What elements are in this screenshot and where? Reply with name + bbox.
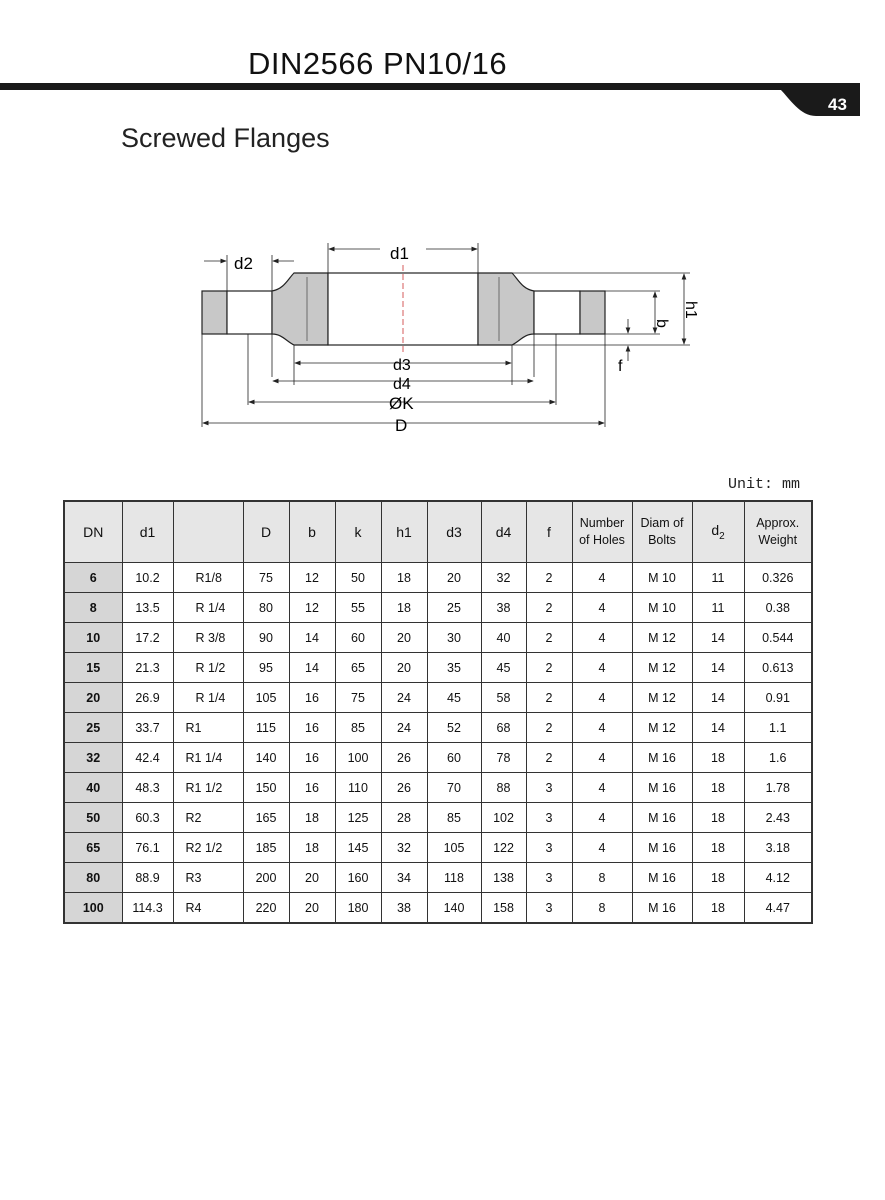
cell-weight: 0.91 bbox=[744, 683, 812, 713]
cell-d2: 18 bbox=[692, 743, 744, 773]
cell-f: 2 bbox=[526, 593, 572, 623]
cell-weight: 4.12 bbox=[744, 863, 812, 893]
cell-weight: 1.78 bbox=[744, 773, 812, 803]
left-flange-plate bbox=[202, 291, 227, 334]
cell-dn: 100 bbox=[64, 893, 122, 924]
cell-thread: R1/8 bbox=[173, 563, 243, 593]
cell-h1: 24 bbox=[381, 683, 427, 713]
table-row bbox=[64, 833, 812, 863]
cell-bolts: M 10 bbox=[632, 593, 692, 623]
cell-dn: 25 bbox=[64, 713, 122, 743]
cell-weight: 2.43 bbox=[744, 803, 812, 833]
cell-weight: 1.6 bbox=[744, 743, 812, 773]
cell-D: 80 bbox=[243, 593, 289, 623]
cell-weight: 0.613 bbox=[744, 653, 812, 683]
cell-bolts: M 12 bbox=[632, 713, 692, 743]
col-weight-line2: Weight bbox=[758, 533, 798, 547]
cell-d3: 25 bbox=[427, 593, 481, 623]
cell-k: 110 bbox=[335, 773, 381, 803]
col-dn: DN bbox=[64, 501, 122, 563]
cell-h1: 38 bbox=[381, 893, 427, 924]
cell-thread: R 3/8 bbox=[173, 623, 243, 653]
cell-k: 160 bbox=[335, 863, 381, 893]
cell-D: 95 bbox=[243, 653, 289, 683]
cell-D: 200 bbox=[243, 863, 289, 893]
cell-holes: 4 bbox=[572, 743, 632, 773]
cell-f: 3 bbox=[526, 833, 572, 863]
cell-d4: 122 bbox=[481, 833, 526, 863]
cell-k: 145 bbox=[335, 833, 381, 863]
cell-f: 3 bbox=[526, 773, 572, 803]
cell-holes: 4 bbox=[572, 593, 632, 623]
cell-d3: 70 bbox=[427, 773, 481, 803]
cell-d4: 38 bbox=[481, 593, 526, 623]
cell-k: 60 bbox=[335, 623, 381, 653]
cell-h1: 18 bbox=[381, 593, 427, 623]
cell-bolts: M 16 bbox=[632, 773, 692, 803]
cell-holes: 4 bbox=[572, 563, 632, 593]
col-diam-of-bolts bbox=[632, 501, 692, 563]
col-h1: h1 bbox=[381, 501, 427, 563]
cell-D: 90 bbox=[243, 623, 289, 653]
cell-bolts: M 12 bbox=[632, 683, 692, 713]
cell-D: 185 bbox=[243, 833, 289, 863]
col-weight-line1: Approx. bbox=[756, 516, 800, 530]
cell-D: 165 bbox=[243, 803, 289, 833]
cell-dn: 15 bbox=[64, 653, 122, 683]
table-header-row bbox=[64, 501, 812, 563]
cell-f: 2 bbox=[526, 563, 572, 593]
cell-d4: 68 bbox=[481, 713, 526, 743]
cell-d2: 18 bbox=[692, 833, 744, 863]
cell-bolts: M 16 bbox=[632, 893, 692, 924]
cell-thread: R1 1/4 bbox=[173, 743, 243, 773]
right-bolt-hole bbox=[534, 291, 580, 334]
table-row bbox=[64, 593, 812, 623]
cell-h1: 26 bbox=[381, 773, 427, 803]
table-body bbox=[64, 563, 812, 924]
col-d3: d3 bbox=[427, 501, 481, 563]
cell-holes: 4 bbox=[572, 803, 632, 833]
flange-spec-table bbox=[63, 500, 813, 924]
cell-thread: R1 1/2 bbox=[173, 773, 243, 803]
cell-d2: 18 bbox=[692, 863, 744, 893]
col-k: k bbox=[335, 501, 381, 563]
cell-bolts: M 12 bbox=[632, 623, 692, 653]
cell-d3: 140 bbox=[427, 893, 481, 924]
cell-f: 3 bbox=[526, 863, 572, 893]
table-row bbox=[64, 803, 812, 833]
cell-b: 16 bbox=[289, 743, 335, 773]
cell-d2: 14 bbox=[692, 623, 744, 653]
cell-thread: R 1/4 bbox=[173, 683, 243, 713]
cell-d4: 88 bbox=[481, 773, 526, 803]
cell-d4: 58 bbox=[481, 683, 526, 713]
cell-d3: 85 bbox=[427, 803, 481, 833]
cell-bolts: M 12 bbox=[632, 653, 692, 683]
cell-d1: 13.5 bbox=[122, 593, 173, 623]
col-number-of-holes bbox=[572, 501, 632, 563]
label-d2: d2 bbox=[234, 254, 253, 273]
header-rule bbox=[0, 83, 860, 90]
cell-bolts: M 16 bbox=[632, 803, 692, 833]
right-hub bbox=[478, 273, 534, 345]
cell-h1: 18 bbox=[381, 563, 427, 593]
label-d4: d4 bbox=[393, 376, 411, 393]
cell-dn: 50 bbox=[64, 803, 122, 833]
cell-thread: R3 bbox=[173, 863, 243, 893]
cell-d2: 18 bbox=[692, 893, 744, 924]
cell-h1: 24 bbox=[381, 713, 427, 743]
table-row bbox=[64, 563, 812, 593]
cell-d2: 11 bbox=[692, 593, 744, 623]
label-k: ØK bbox=[389, 394, 414, 413]
cell-d4: 78 bbox=[481, 743, 526, 773]
label-D: D bbox=[395, 416, 408, 435]
cell-d4: 102 bbox=[481, 803, 526, 833]
cell-d3: 105 bbox=[427, 833, 481, 863]
col-D: D bbox=[243, 501, 289, 563]
cell-d3: 30 bbox=[427, 623, 481, 653]
cell-b: 14 bbox=[289, 623, 335, 653]
left-hub bbox=[272, 273, 328, 345]
cell-holes: 4 bbox=[572, 623, 632, 653]
cell-b: 16 bbox=[289, 683, 335, 713]
page-number: 43 bbox=[828, 95, 847, 114]
cell-b: 16 bbox=[289, 773, 335, 803]
cell-bolts: M 16 bbox=[632, 863, 692, 893]
col-holes-line1: Number bbox=[579, 516, 625, 530]
cell-d3: 20 bbox=[427, 563, 481, 593]
cell-d4: 32 bbox=[481, 563, 526, 593]
cell-d4: 158 bbox=[481, 893, 526, 924]
cell-k: 55 bbox=[335, 593, 381, 623]
table-row bbox=[64, 713, 812, 743]
label-f: f bbox=[618, 358, 623, 375]
cell-D: 115 bbox=[243, 713, 289, 743]
col-d1: d1 bbox=[122, 501, 173, 563]
cell-d4: 40 bbox=[481, 623, 526, 653]
flange-cross-section-drawing bbox=[190, 235, 710, 440]
cell-b: 16 bbox=[289, 713, 335, 743]
left-bolt-hole bbox=[227, 291, 272, 334]
cell-holes: 4 bbox=[572, 833, 632, 863]
cell-k: 100 bbox=[335, 743, 381, 773]
cell-b: 18 bbox=[289, 803, 335, 833]
cell-d1: 76.1 bbox=[122, 833, 173, 863]
cell-h1: 34 bbox=[381, 863, 427, 893]
cell-d3: 35 bbox=[427, 653, 481, 683]
cell-k: 85 bbox=[335, 713, 381, 743]
label-b: b bbox=[653, 319, 670, 328]
cell-h1: 28 bbox=[381, 803, 427, 833]
cell-D: 140 bbox=[243, 743, 289, 773]
cell-d2: 11 bbox=[692, 563, 744, 593]
label-d1: d1 bbox=[390, 244, 409, 263]
col-d4: d4 bbox=[481, 501, 526, 563]
cell-f: 2 bbox=[526, 743, 572, 773]
cell-d3: 118 bbox=[427, 863, 481, 893]
cell-k: 75 bbox=[335, 683, 381, 713]
cell-thread: R2 1/2 bbox=[173, 833, 243, 863]
cell-d2: 14 bbox=[692, 683, 744, 713]
col-b: b bbox=[289, 501, 335, 563]
cell-f: 2 bbox=[526, 623, 572, 653]
cell-D: 220 bbox=[243, 893, 289, 924]
col-f: f bbox=[526, 501, 572, 563]
label-h1: h1 bbox=[682, 301, 699, 319]
cell-b: 18 bbox=[289, 833, 335, 863]
cell-holes: 4 bbox=[572, 773, 632, 803]
cell-dn: 6 bbox=[64, 563, 122, 593]
cell-holes: 4 bbox=[572, 713, 632, 743]
cell-d2: 14 bbox=[692, 653, 744, 683]
cell-holes: 4 bbox=[572, 683, 632, 713]
cell-d1: 17.2 bbox=[122, 623, 173, 653]
cell-d3: 45 bbox=[427, 683, 481, 713]
table-row bbox=[64, 863, 812, 893]
cell-d2: 14 bbox=[692, 713, 744, 743]
cell-h1: 26 bbox=[381, 743, 427, 773]
cell-weight: 1.1 bbox=[744, 713, 812, 743]
cell-dn: 20 bbox=[64, 683, 122, 713]
cell-k: 180 bbox=[335, 893, 381, 924]
cell-d2: 18 bbox=[692, 773, 744, 803]
cell-D: 105 bbox=[243, 683, 289, 713]
cell-dn: 80 bbox=[64, 863, 122, 893]
cell-thread: R 1/4 bbox=[173, 593, 243, 623]
cell-dn: 40 bbox=[64, 773, 122, 803]
cell-h1: 20 bbox=[381, 623, 427, 653]
cell-thread: R4 bbox=[173, 893, 243, 924]
cell-weight: 0.38 bbox=[744, 593, 812, 623]
cell-d1: 48.3 bbox=[122, 773, 173, 803]
page-number-tab bbox=[780, 89, 860, 116]
cell-d1: 42.4 bbox=[122, 743, 173, 773]
cell-d1: 21.3 bbox=[122, 653, 173, 683]
cell-f: 3 bbox=[526, 893, 572, 924]
cell-weight: 0.544 bbox=[744, 623, 812, 653]
cell-h1: 32 bbox=[381, 833, 427, 863]
cell-f: 3 bbox=[526, 803, 572, 833]
cell-k: 125 bbox=[335, 803, 381, 833]
cell-D: 150 bbox=[243, 773, 289, 803]
unit-label: Unit: mm bbox=[728, 476, 801, 493]
table-row bbox=[64, 653, 812, 683]
cell-weight: 0.326 bbox=[744, 563, 812, 593]
cell-f: 2 bbox=[526, 713, 572, 743]
cell-bolts: M 16 bbox=[632, 743, 692, 773]
cell-bolts: M 16 bbox=[632, 833, 692, 863]
cell-d1: 33.7 bbox=[122, 713, 173, 743]
cell-h1: 20 bbox=[381, 653, 427, 683]
col-thread bbox=[173, 501, 243, 563]
cell-b: 14 bbox=[289, 653, 335, 683]
cell-d1: 88.9 bbox=[122, 863, 173, 893]
cell-d1: 26.9 bbox=[122, 683, 173, 713]
col-holes-line2: of Holes bbox=[579, 533, 625, 547]
table-row bbox=[64, 743, 812, 773]
cell-d3: 60 bbox=[427, 743, 481, 773]
table-row bbox=[64, 773, 812, 803]
cell-k: 65 bbox=[335, 653, 381, 683]
cell-d1: 60.3 bbox=[122, 803, 173, 833]
cell-thread: R1 bbox=[173, 713, 243, 743]
cell-weight: 4.47 bbox=[744, 893, 812, 924]
cell-holes: 8 bbox=[572, 893, 632, 924]
table-row bbox=[64, 683, 812, 713]
cell-d4: 45 bbox=[481, 653, 526, 683]
col-d2-sub: 2 bbox=[719, 530, 725, 542]
col-approx-weight bbox=[744, 501, 812, 563]
cell-b: 12 bbox=[289, 593, 335, 623]
cell-weight: 3.18 bbox=[744, 833, 812, 863]
page-title: DIN2566 PN10/16 bbox=[248, 46, 508, 81]
cell-b: 20 bbox=[289, 863, 335, 893]
cell-b: 20 bbox=[289, 893, 335, 924]
col-bolts-line1: Diam of bbox=[640, 516, 684, 530]
cell-thread: R 1/2 bbox=[173, 653, 243, 683]
table-row bbox=[64, 623, 812, 653]
cell-dn: 65 bbox=[64, 833, 122, 863]
label-d3: d3 bbox=[393, 357, 411, 374]
cell-d1: 114.3 bbox=[122, 893, 173, 924]
col-d2-main: d bbox=[711, 522, 720, 539]
cell-D: 75 bbox=[243, 563, 289, 593]
cell-holes: 8 bbox=[572, 863, 632, 893]
cell-k: 50 bbox=[335, 563, 381, 593]
cell-bolts: M 10 bbox=[632, 563, 692, 593]
cell-d1: 10.2 bbox=[122, 563, 173, 593]
cell-dn: 10 bbox=[64, 623, 122, 653]
cell-dn: 32 bbox=[64, 743, 122, 773]
cell-dn: 8 bbox=[64, 593, 122, 623]
cell-d4: 138 bbox=[481, 863, 526, 893]
col-bolts-line2: Bolts bbox=[648, 533, 676, 547]
cell-f: 2 bbox=[526, 653, 572, 683]
cell-b: 12 bbox=[289, 563, 335, 593]
cell-d3: 52 bbox=[427, 713, 481, 743]
cell-f: 2 bbox=[526, 683, 572, 713]
table-row bbox=[64, 893, 812, 924]
cell-d2: 18 bbox=[692, 803, 744, 833]
col-d2 bbox=[692, 501, 744, 563]
right-flange-plate bbox=[580, 291, 605, 334]
cell-thread: R2 bbox=[173, 803, 243, 833]
cell-holes: 4 bbox=[572, 653, 632, 683]
section-subtitle: Screwed Flanges bbox=[121, 123, 330, 153]
